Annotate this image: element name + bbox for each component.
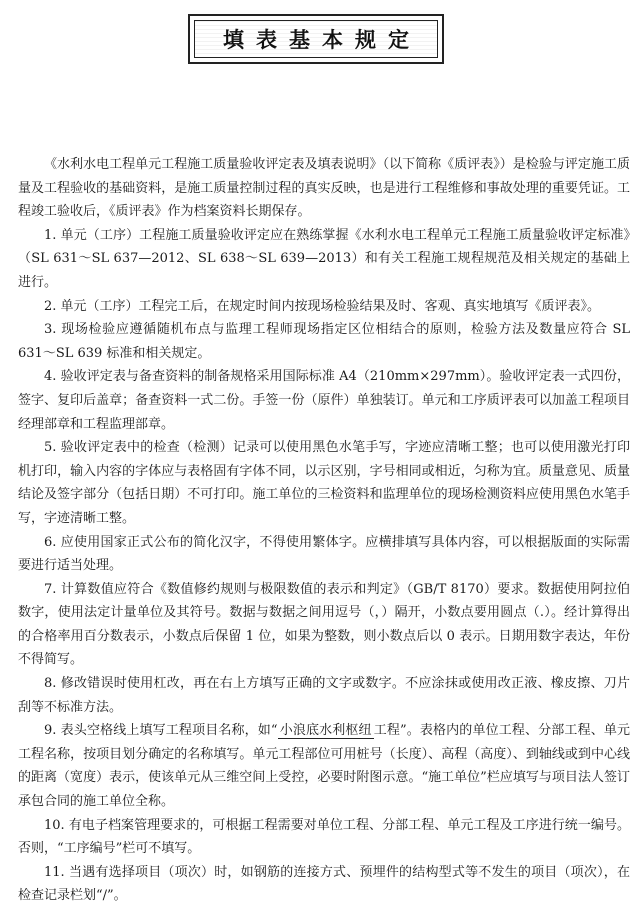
paragraph-5: 5. 验收评定表中的检查（检测）记录可以使用黑色水笔手写，字迹应清晰工整；也可以使用激光打印机打印，输入内容的字体应与表格固有字体不同，以示区别，字号相同或相近，匀称为宜。质量意见、质量结论及签字部分（包括日期）不可打印。施工单位的三检资料和监理单位的现场检测资料应使用黑色水笔手写，字迹清晰工整。 bbox=[18, 440, 630, 526]
paragraph-9 bbox=[18, 719, 630, 813]
paragraph-2: 2. 单元（工序）工程完工后，在规定时间内按现场检验结果及时、客观、真实地填写《质评表》。 bbox=[44, 298, 601, 314]
paragraph-10: 10. 有电子档案管理要求的，可根据工程需要对单位工程、分部工程、单元工程及工序进行统一编号。否则，“工序编号”栏可不填写。 bbox=[18, 817, 630, 857]
paragraph-6: 6. 应使用国家正式公布的简化汉字，不得使用繁体字。应横排填写具体内容，可以根据版面的实际需要进行适当处理。 bbox=[18, 534, 630, 574]
paragraph-7: 7. 计算数值应符合《数值修约规则与极限数值的表示和判定》（GB/T 8170）要求。数据使用阿拉伯数字，使用法定计量单位及其符号。数据与数据之间用逗号（，）隔开，小数点要用圆点（.）。经计算得出的合格率用百分数表示，小数点后保留 1 位，如果为整数，则小数点后以 0 表示。日期用数字表达，年份不得简写。 bbox=[18, 581, 630, 668]
document-body bbox=[18, 153, 630, 908]
title-inner-frame bbox=[194, 20, 438, 58]
project-name-example: 小浪底水利枢纽 bbox=[279, 723, 372, 739]
paragraph-3: 3. 现场检验应遵循随机布点与监理工程师现场指定区位相结合的原则，检验方法及数量应符合 SL 631～SL 639 标准和相关规定。 bbox=[18, 322, 630, 361]
paragraph-11: 11. 当遇有选择项目（项次）时，如钢筋的连接方式、预埋件的结构型式等不发生的项目（项次），在检查记录栏划“/”。 bbox=[18, 864, 630, 904]
paragraph-intro: 《水利水电工程单元工程施工质量验收评定表及填表说明》（以下简称《质评表》）是检验与评定施工质量及工程验收的基础资料，是施工质量控制过程的真实反映，也是进行工程维修和事故处理的重要凭证。工程竣工验收后，《质评表》作为档案资料长期保存。 bbox=[18, 157, 630, 220]
page-title: 填表基本规定 bbox=[223, 28, 421, 52]
title-frame bbox=[188, 14, 444, 64]
paragraph-8: 8. 修改错误时使用杠改，再在右上方填写正确的文字或数字。不应涂抹或使用改正液、橡皮擦、刀片刮等不标准方法。 bbox=[18, 676, 630, 715]
paragraph-9-before: 9. 表头空格线上填写工程项目名称，如“ bbox=[44, 723, 278, 739]
paragraph-1: 1. 单元（工序）工程施工质量验收评定应在熟练掌握《水利水电工程单元工程施工质量验收评定标准》（SL 631～SL 637—2012、SL 638～SL 639—2013）和有关工程施工规程规范及相关规定的基础上进行。 bbox=[18, 227, 630, 290]
paragraph-9-after: 工程”。表格内的单位工程、分部工程、单元工程名称，按项目划分确定的名称填写。单元工程部位可用桩号（长度）、高程（高度）、到轴线或到中心线的距离（宽度）表示，使该单元从三维空间上受控，必要时附图示意。“施工单位”栏应填写与项目法人签订承包合同的施工单位全称。 bbox=[18, 723, 630, 810]
paragraph-4: 4. 验收评定表与备查资料的制备规格采用国际标准 A4（210mm×297mm）。验收评定表一式四份，签字、复印后盖章；备查资料一式二份。手签一份（原件）单独装订。单元和工序质评表可以加盖工程项目经理部章和工程监理部章。 bbox=[18, 369, 630, 432]
